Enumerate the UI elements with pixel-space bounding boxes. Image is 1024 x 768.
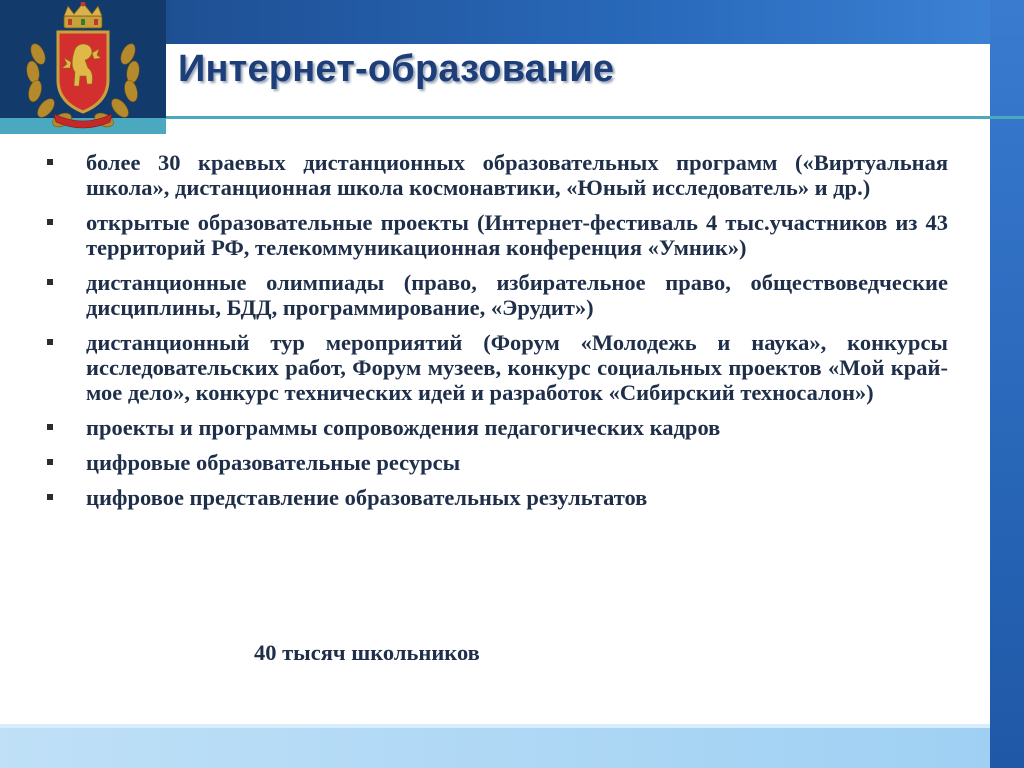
- list-item-text: дистанционные олимпиады (право, избирательное право, обществоведческие дисциплины, БДД, программирование, «Эрудит»): [86, 270, 948, 320]
- content-area: [40, 150, 948, 520]
- square-bullet-icon: [47, 424, 53, 430]
- list-item: [40, 330, 948, 405]
- list-item: [40, 485, 948, 510]
- list-item-text: цифровое представление образовательных результатов: [86, 485, 648, 510]
- footer-band: [0, 728, 990, 768]
- bullet-list: [40, 150, 948, 510]
- list-item-text: дистанционный тур мероприятий (Форум «Молодежь и наука», конкурсы исследовательских работ, Форум музеев, конкурс социальных проектов «Мой край-мое дело», конкурс технических идей и разработок «Сибирский техносалон»): [86, 330, 948, 405]
- list-item: [40, 450, 948, 475]
- title-underline: [166, 116, 1024, 119]
- coat-of-arms-icon: [24, 2, 142, 130]
- square-bullet-icon: [47, 494, 53, 500]
- list-item-text: проекты и программы сопровождения педагогических кадров: [86, 415, 721, 440]
- list-item: [40, 210, 948, 260]
- footer-note: 40 тысяч школьников: [254, 640, 480, 665]
- list-item-text: более 30 краевых дистанционных образовательных программ («Виртуальная школа», дистанционная школа космонавтики, «Юный исследователь» и др.): [86, 150, 948, 200]
- header-blue-band: [166, 0, 1024, 44]
- list-item: [40, 150, 948, 200]
- list-item-text: цифровые образовательные ресурсы: [86, 450, 461, 475]
- square-bullet-icon: [47, 459, 53, 465]
- square-bullet-icon: [47, 339, 53, 345]
- page-title: Интернет-образование: [178, 48, 615, 90]
- list-item: [40, 415, 948, 440]
- square-bullet-icon: [47, 159, 53, 165]
- square-bullet-icon: [47, 219, 53, 225]
- list-item-text: открытые образовательные проекты (Интернет-фестиваль 4 тыс.участников из 43 территорий РФ, телекоммуникационная конференция «Умник»): [86, 210, 948, 260]
- list-item: [40, 270, 948, 320]
- square-bullet-icon: [47, 279, 53, 285]
